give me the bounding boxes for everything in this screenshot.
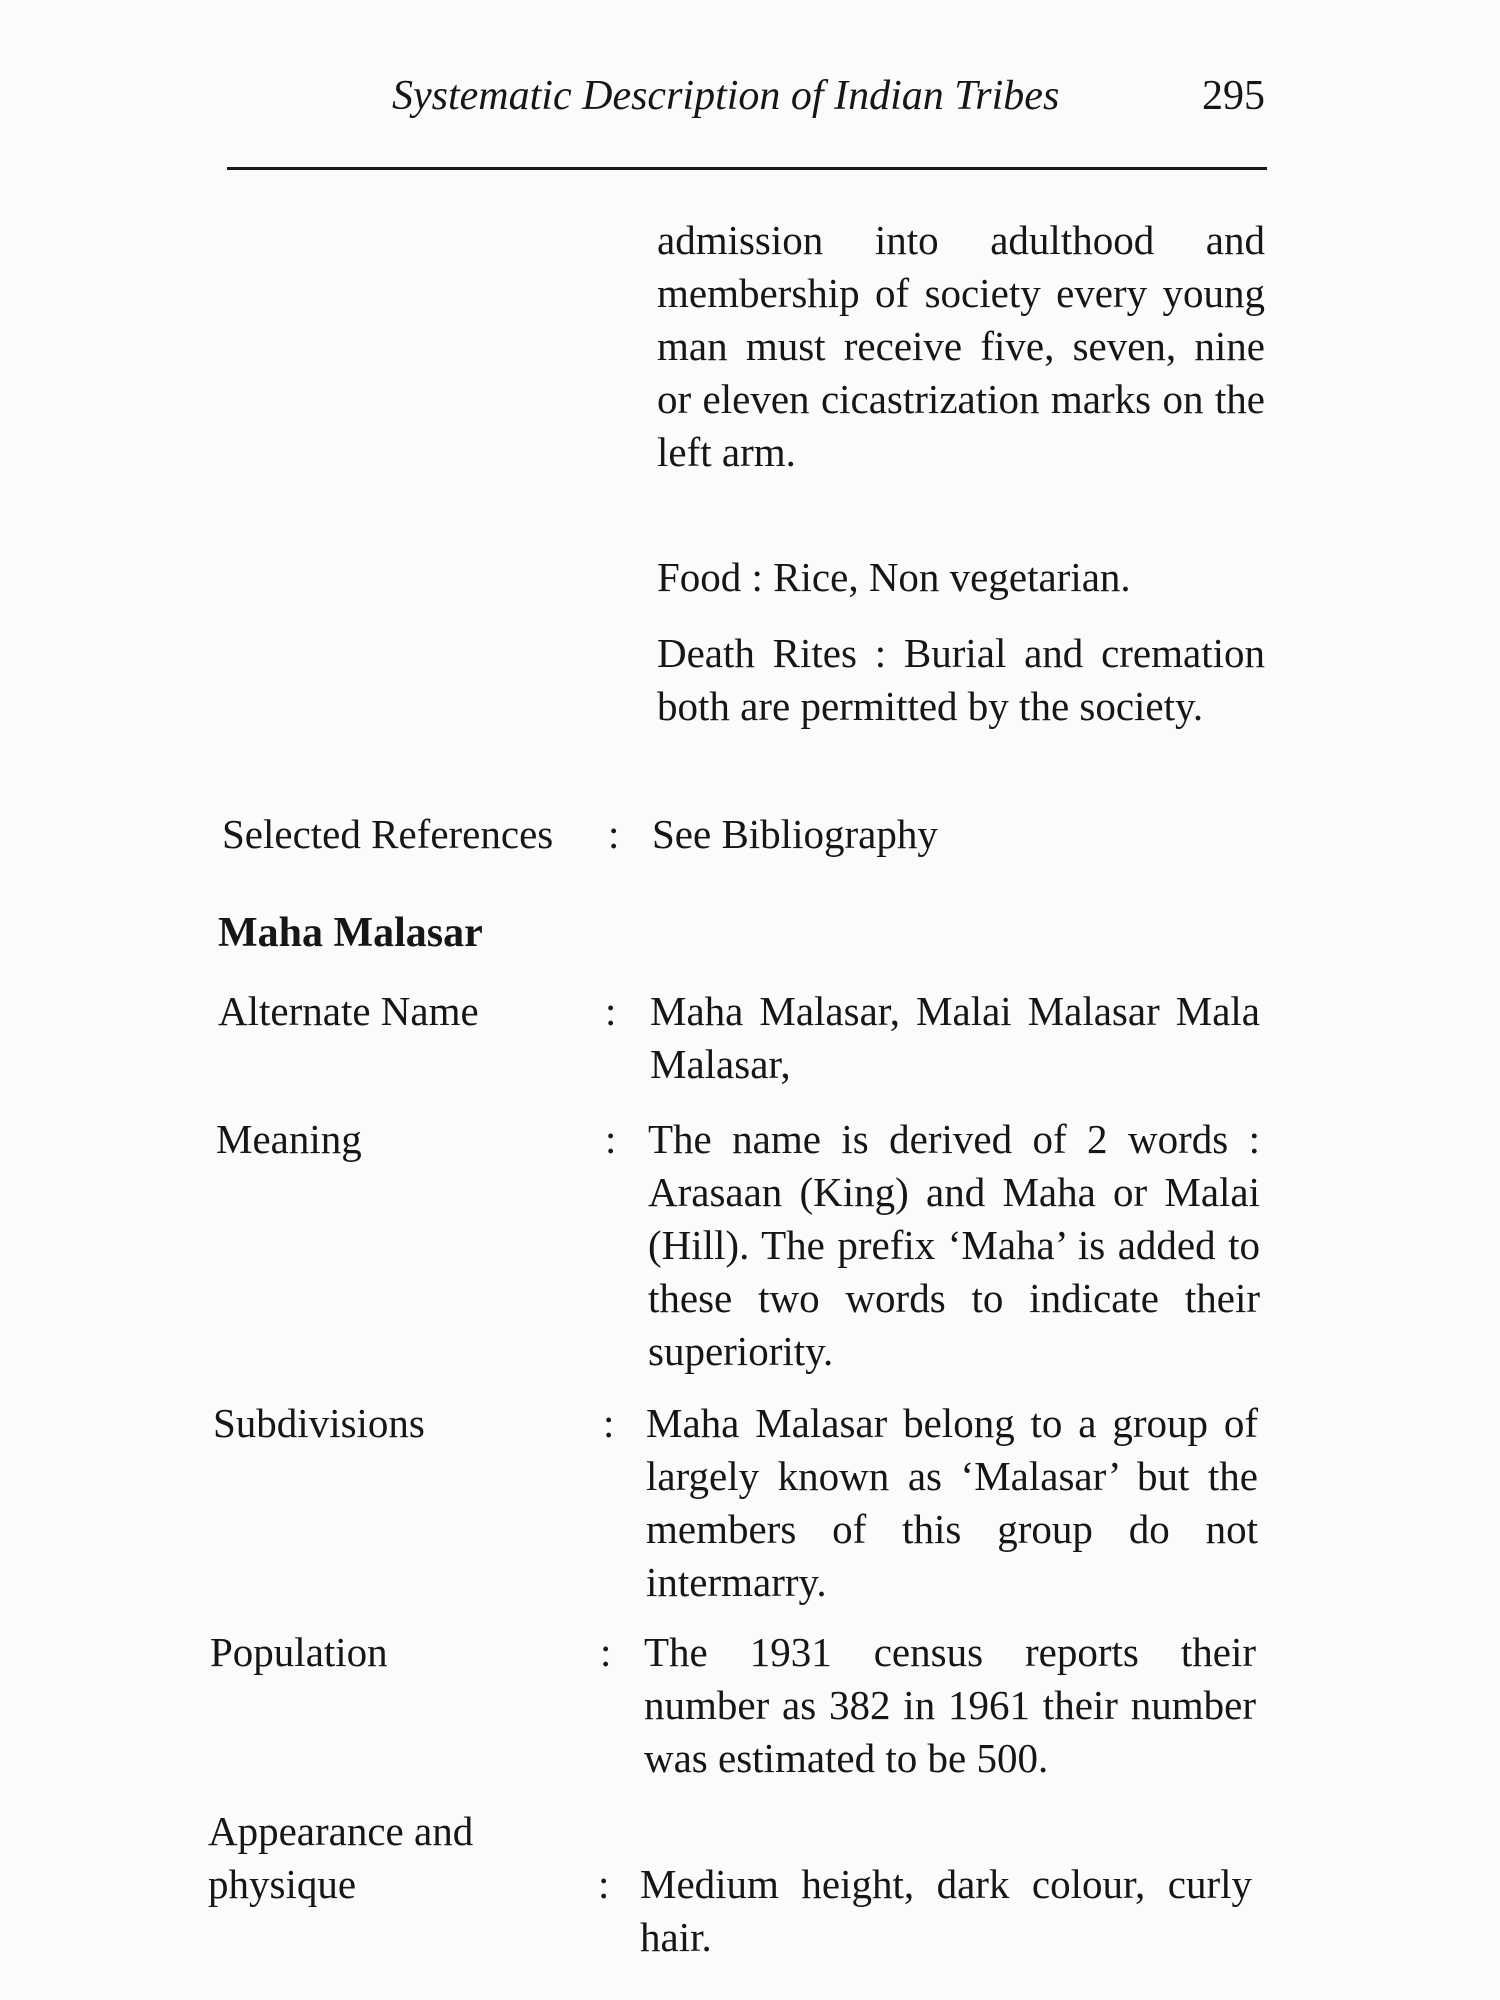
- selected-references-label: Selected References: [222, 811, 554, 857]
- section-heading: Maha Malasar: [218, 910, 483, 956]
- appearance-label-line1: Appearance and: [208, 1808, 474, 1854]
- food-line: Food : Rice, Non vegetarian.: [657, 554, 1131, 600]
- selected-references-value: See Bibliography: [652, 811, 938, 857]
- population-value: The 1931 census reports their number as 382 in 1961 their number was estimated to be 500.: [644, 1629, 1256, 1781]
- header-rule: [227, 167, 1267, 170]
- meaning-value: The name is derived of 2 words : Arasaan (King) and Maha or Malai (Hill). The prefix ‘Maha’ is added to these two words to indicate their superiority.: [648, 1116, 1260, 1374]
- running-header-title: Systematic Description of Indian Tribes: [392, 73, 1060, 119]
- meaning-colon: :: [605, 1116, 617, 1162]
- death-rites-paragraph: Death Rites : Burial and cremation both are permitted by the society.: [657, 630, 1265, 729]
- subdivisions-label: Subdivisions: [213, 1400, 425, 1446]
- appearance-value: Medium height, dark colour, curly hair.: [640, 1861, 1252, 1960]
- subdivisions-value: Maha Malasar belong to a group of largely known as ‘Malasar’ but the members of this group do not intermarry.: [646, 1400, 1258, 1605]
- selected-references-colon: :: [608, 811, 620, 857]
- alternate-name-label: Alternate Name: [218, 988, 479, 1034]
- subdivisions-colon: :: [603, 1400, 615, 1446]
- alternate-name-colon: :: [605, 988, 617, 1034]
- alternate-name-value: Maha Malasar, Malai Malasar Mala Malasar,: [650, 988, 1260, 1087]
- population-label: Population: [210, 1629, 388, 1675]
- meaning-label: Meaning: [216, 1116, 362, 1162]
- appearance-colon: :: [598, 1861, 610, 1907]
- continuation-paragraph: admission into adulthood and membership of society every young man must receive five, seven, nine or eleven cicastrization marks on the left arm.: [657, 217, 1265, 475]
- appearance-label-line2: physique: [208, 1861, 357, 1907]
- page-number: 295: [1202, 73, 1265, 119]
- population-colon: :: [600, 1629, 612, 1675]
